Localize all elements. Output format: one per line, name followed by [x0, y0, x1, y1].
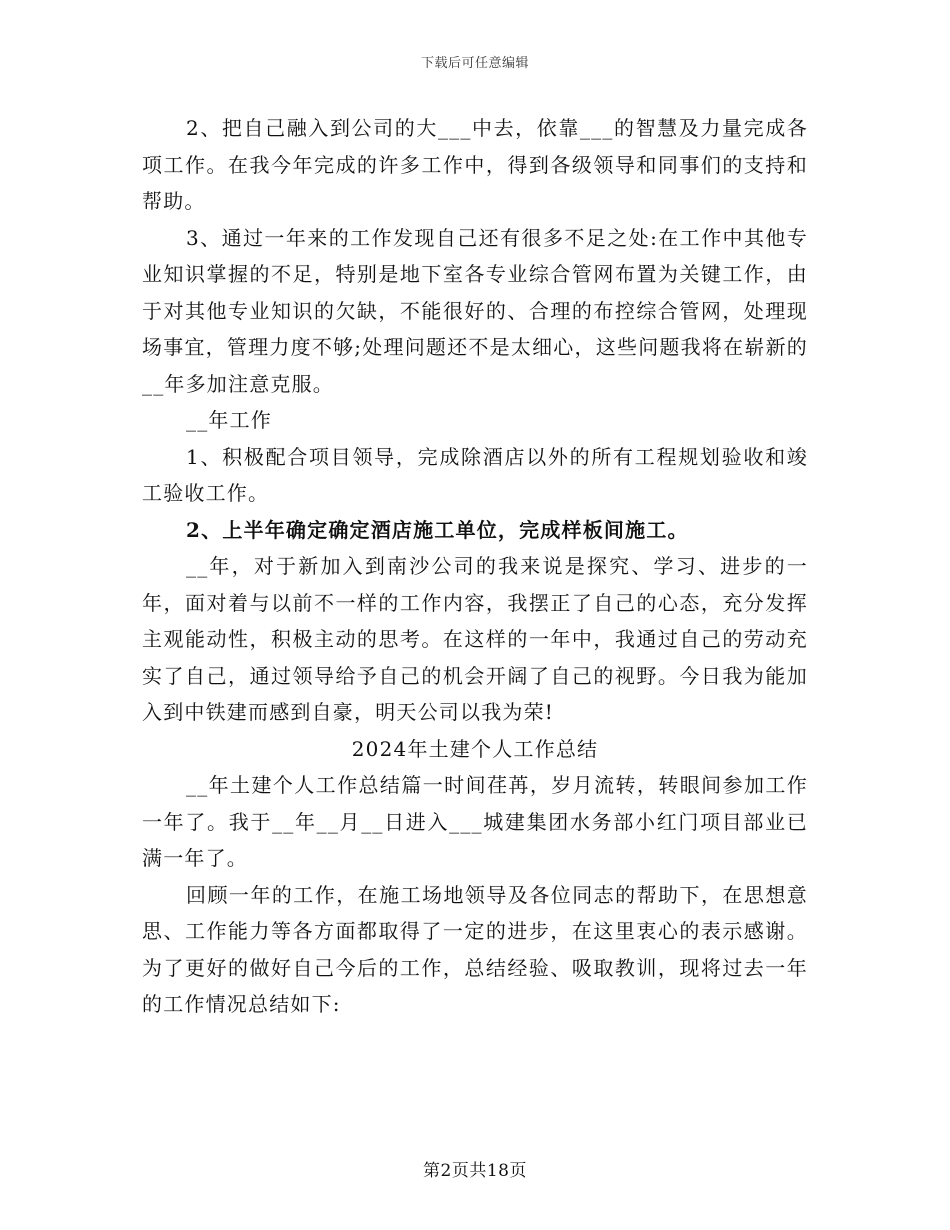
- page-header: 下载后可任意编辑: [420, 56, 529, 71]
- paragraph-item-2: 2、把自己融入到公司的大___中去，依靠___的智慧及力量完成各项工作。在我今年完成的许多工作中，得到各级领导和同事们的支持和帮助。: [142, 116, 808, 213]
- paragraph-work-item-2: 2、上半年确定确定酒店施工单位，完成样板间施工。: [186, 517, 689, 542]
- paragraph-year-summary: __年，对于新加入到南沙公司的我来说是探究、学习、进步的一年，面对着与以前不一样的工作内容，我摆正了自己的心态，充分发挥主观能动性，积极主动的思考。在这样的一年中，我通过自己的劳动充实了自己，通过领导给予自己的机会开阔了自己的视野。今日我为能加入到中铁建而感到自豪，明天公司以我为荣!: [142, 554, 808, 724]
- section-title: 2024年土建个人工作总结: [351, 736, 599, 761]
- paragraph-item-3: 3、通过一年来的工作发现自己还有很多不足之处:在工作中其他专业知识掌握的不足，特别是地下室各专业综合管网布置为关键工作，由于对其他专业知识的欠缺，不能很好的、合理的布控综合管网，处理现场事宜，管理力度不够;处理问题还不是太细心，这些问题我将在崭新的__年多加注意克服。: [142, 225, 808, 396]
- document-body: [142, 110, 808, 1023]
- paragraph-year-work-heading: __年工作: [186, 408, 272, 432]
- page-footer-page-number: 第2页共18页: [423, 1161, 527, 1181]
- section-paragraph-review: 回顾一年的工作，在施工场地领导及各位同志的帮助下，在思想意思、工作能力等各方面都取得了一定的进步，在这里衷心的表示感谢。为了更好的做好自己今后的工作，总结经验、吸取教训，现将过去一年的工作情况总结如下:: [142, 882, 808, 1016]
- section-paragraph-intro: __年土建个人工作总结篇一时间荏苒，岁月流转，转眼间参加工作一年了。我于__年__月__日进入___城建集团水务部小红门项目部业已满一年了。: [142, 773, 808, 870]
- paragraph-work-item-1: 1、积极配合项目领导，完成除酒店以外的所有工程规划验收和竣工验收工作。: [142, 444, 808, 505]
